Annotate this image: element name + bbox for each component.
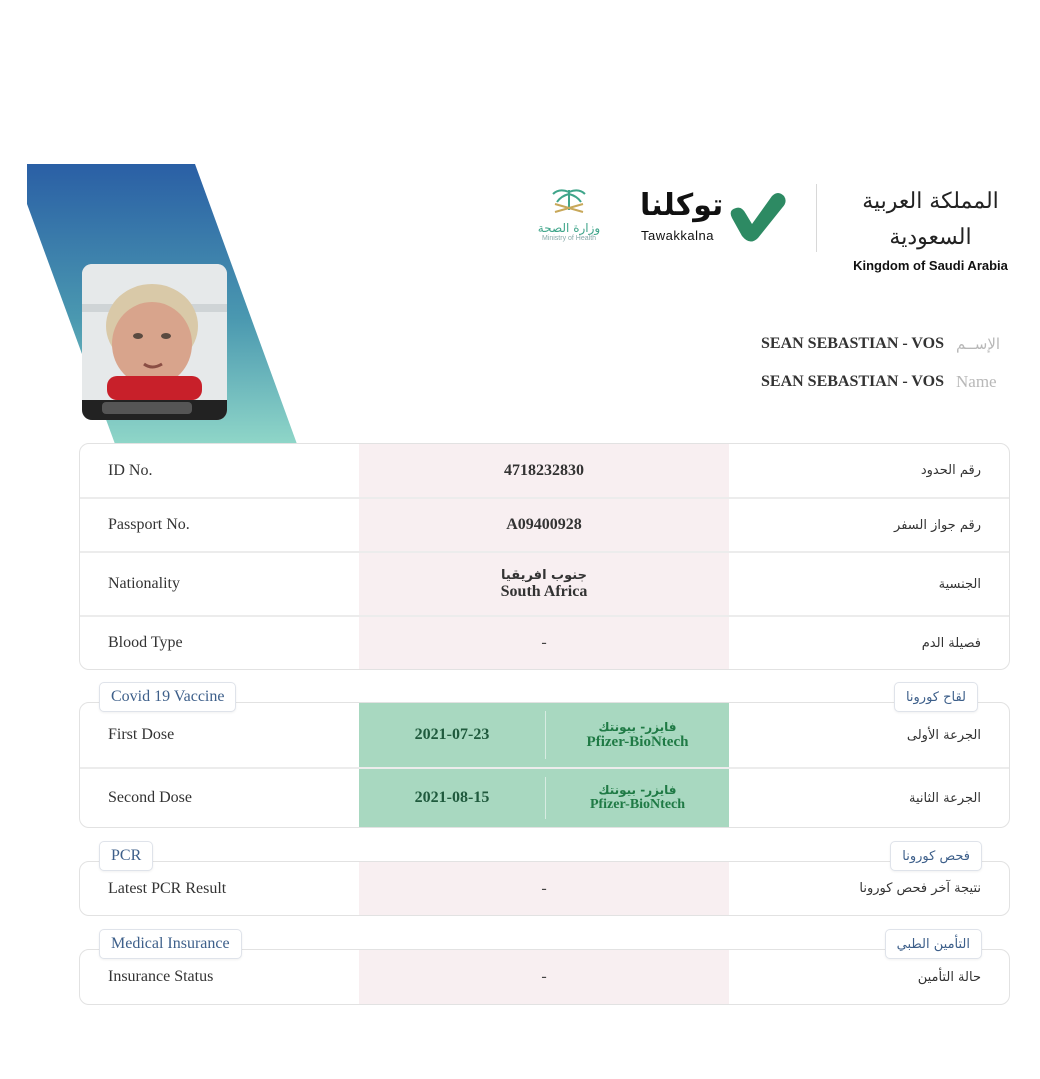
table-row: [80, 862, 1009, 915]
pcr-value: -: [541, 879, 547, 897]
vaccine-name-arabic: فايزر- بيونتك: [598, 719, 677, 734]
first-dose-vaccine: [546, 703, 729, 767]
moh-english: Ministry of Health: [541, 235, 597, 242]
header-divider: [816, 184, 817, 252]
table-row: [80, 703, 1009, 767]
insurance-value: -: [541, 968, 547, 985]
vaccine-tag-arabic: لقاح كورونا: [894, 682, 978, 712]
pcr-label-arabic: نتيجة آخر فحص كورونا: [859, 881, 981, 896]
nationality-value-arabic: جنوب افريقيا: [501, 567, 587, 583]
name-label-arabic: الإســم: [956, 335, 1001, 353]
name-value: SEAN SEBASTIAN - VOS: [761, 335, 944, 352]
tawakkalna-logo: [640, 186, 790, 250]
nationality-label: Nationality: [108, 575, 180, 592]
pcr-card: [79, 861, 1010, 916]
passport-label: Passport No.: [108, 516, 190, 533]
vaccine-card: [79, 702, 1010, 828]
insurance-label: Insurance Status: [108, 968, 214, 985]
name-label-english: Name: [956, 372, 997, 391]
name-row-arabic: [761, 331, 1004, 357]
table-row: [80, 551, 1009, 615]
check-icon: [726, 190, 788, 244]
table-row: [80, 497, 1009, 551]
first-dose-label: First Dose: [108, 726, 175, 743]
ministry-of-health-logo: [534, 186, 604, 248]
tawakkalna-english: Tawakkalna: [641, 228, 714, 243]
identity-card: [79, 443, 1010, 670]
second-dose-label-arabic: الجرعة الثانية: [909, 790, 981, 806]
pcr-tag-arabic: فحص كورونا: [890, 841, 982, 871]
palm-icon: [549, 186, 589, 216]
moh-arabic: وزارة الصحة: [537, 221, 601, 235]
id-label-arabic: رقم الحدود: [920, 463, 981, 478]
ksa-logo: [848, 184, 1013, 273]
second-dose-vaccine: [546, 769, 729, 827]
first-dose-label-arabic: الجرعة الأولى: [906, 727, 981, 743]
first-dose-cell: [359, 703, 729, 767]
pcr-label: Latest PCR Result: [108, 879, 227, 897]
insurance-tag: Medical Insurance: [99, 929, 242, 959]
vaccine-name-arabic: فايزر- بيونتك: [598, 783, 677, 797]
vaccine-tag: Covid 19 Vaccine: [99, 682, 236, 712]
table-row: [80, 444, 1009, 497]
blood-type-label: Blood Type: [108, 634, 183, 651]
passport-label-arabic: رقم جواز السفر: [894, 517, 981, 533]
vaccine-name-english: Pfizer-BioNtech: [589, 797, 686, 812]
id-label: ID No.: [108, 461, 153, 479]
tawakkalna-arabic: توكلنا: [640, 188, 724, 223]
nationality-label-arabic: الجنسية: [938, 576, 981, 592]
name-value: SEAN SEBASTIAN - VOS: [761, 373, 944, 390]
name-row-english: [761, 369, 1004, 395]
vaccine-name-english: Pfizer-BioNtech: [586, 733, 689, 750]
ksa-english: Kingdom of Saudi Arabia: [853, 258, 1008, 273]
second-dose-cell: [359, 769, 729, 827]
id-value: 4718232830: [504, 461, 584, 479]
pcr-tag: PCR: [99, 841, 153, 871]
second-dose-label: Second Dose: [108, 789, 192, 806]
blood-type-value: -: [541, 634, 547, 651]
second-dose-date: 2021-08-15: [414, 789, 490, 806]
insurance-label-arabic: حالة التأمين: [917, 969, 981, 985]
first-dose-date: 2021-07-23: [414, 726, 490, 743]
ksa-arabic: المملكة العربية السعودية: [862, 189, 999, 250]
insurance-tag-arabic: التأمين الطبي: [885, 929, 982, 959]
profile-photo: [82, 264, 227, 420]
table-row: [80, 767, 1009, 827]
table-row: [80, 615, 1009, 669]
blood-type-label-arabic: فصيلة الدم: [921, 635, 981, 651]
passport-value: A09400928: [506, 516, 582, 533]
nationality-value: [359, 553, 729, 615]
nationality-value-english: South Africa: [500, 582, 588, 600]
